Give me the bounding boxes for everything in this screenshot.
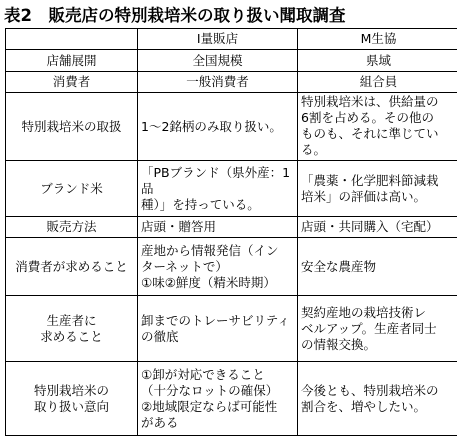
table-row (6, 362, 457, 436)
row-label: 特別栽培米の取扱 (6, 93, 138, 161)
table-row (6, 296, 457, 362)
row-label: 消費者が求めること (6, 238, 138, 296)
header-row (6, 29, 457, 50)
table-row (6, 161, 457, 217)
table-row (6, 50, 457, 72)
row-label: 店舗展開 (6, 50, 138, 72)
table-row (6, 93, 457, 161)
table-row (6, 72, 457, 93)
row-label: 特別栽培米の 取り扱い意向 (6, 362, 138, 436)
store-i-cell: 1～2銘柄のみ取り扱い。 (138, 93, 298, 161)
table-row (6, 217, 457, 238)
store-i-cell: 一般消費者 (138, 72, 298, 93)
table-row (6, 238, 457, 296)
header-store-i: I量販店 (138, 29, 298, 50)
store-i-cell: 「PBブランド（県外産：1品 種）」を持っている。 (138, 161, 298, 217)
coop-m-cell: 契約産地の栽培技術レ ベルアップ。生産者同士 の情報交換。 (298, 296, 457, 362)
header-coop-m: M生協 (298, 29, 457, 50)
table-title: 表2 販売店の特別栽培米の取り扱い聞取調査 (4, 6, 346, 25)
store-i-cell: ①卸が対応できること （十分なロットの確保） ②地域限定ならば可能性 がある (138, 362, 298, 436)
store-i-cell: 産地から情報発信（イン ターネットで） ①味②鮮度（精米時期） (138, 238, 298, 296)
row-label: 消費者 (6, 72, 138, 93)
coop-m-cell: 組合員 (298, 72, 457, 93)
row-label: ブランド米 (6, 161, 138, 217)
row-label: 販売方法 (6, 217, 138, 238)
coop-m-cell: 県域 (298, 50, 457, 72)
header-blank-cell (6, 29, 138, 50)
coop-m-cell: 店頭・共同購入（宅配） (298, 217, 457, 238)
coop-m-cell: 「農薬・化学肥料節減栽 培米」の評価は高い。 (298, 161, 457, 217)
coop-m-cell: 今後とも、特別栽培米の 割合を、増やしたい。 (298, 362, 457, 436)
coop-m-cell: 特別栽培米は、供給量の 6割を占める。その他の ものも、それに準じてい る。 (298, 93, 457, 161)
store-i-cell: 店頭・贈答用 (138, 217, 298, 238)
row-label: 生産者に 求めること (6, 296, 138, 362)
coop-m-cell: 安全な農産物 (298, 238, 457, 296)
survey-table (5, 28, 457, 436)
store-i-cell: 卸までのトレーサビリティ の徹底 (138, 296, 298, 362)
store-i-cell: 全国規模 (138, 50, 298, 72)
